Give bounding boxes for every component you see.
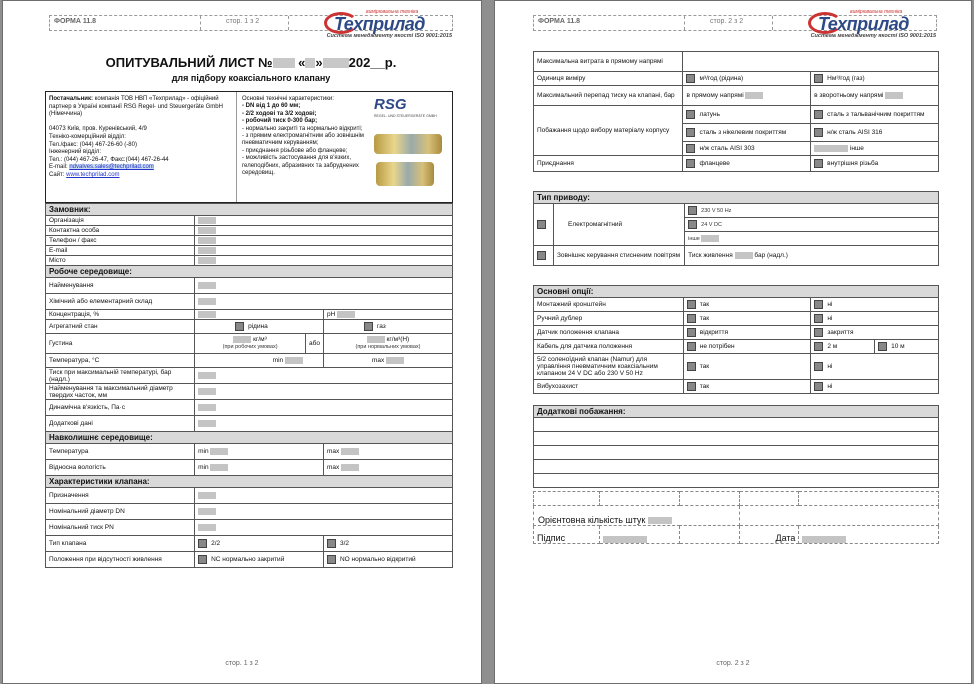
page-header: [533, 9, 937, 39]
density-norm[interactable]: [323, 334, 452, 354]
email-input[interactable]: [195, 246, 453, 256]
state-gas[interactable]: [323, 320, 452, 334]
qty-label: [534, 506, 740, 526]
cable-none[interactable]: [683, 340, 811, 354]
day-field[interactable]: [305, 58, 315, 68]
max-label: max: [326, 448, 340, 456]
checkbox[interactable]: [814, 328, 823, 337]
option-label: ні: [827, 383, 833, 391]
header-divider: [684, 16, 685, 30]
valve-image: [374, 134, 442, 154]
namur-no[interactable]: [811, 354, 939, 380]
title-quote: «: [298, 55, 306, 70]
conn-thread[interactable]: [811, 156, 939, 172]
section-options: Основні опції:: [534, 286, 939, 298]
month-field[interactable]: [323, 58, 349, 68]
form-number: ФОРМА 11.8: [54, 18, 97, 25]
wishes-line[interactable]: [534, 432, 939, 446]
mat-nickel[interactable]: [683, 124, 811, 142]
header-divider: [288, 16, 289, 30]
signature-table: [533, 491, 939, 544]
page-subtitle: для підбору коаксіального клапану: [171, 73, 331, 83]
option-label: NO нормально відкритий: [339, 556, 416, 564]
option-label: 2 м: [827, 343, 838, 351]
contact-input[interactable]: [195, 226, 453, 236]
qty-text: Орієнтовна кількість штук: [538, 515, 646, 525]
eng-dept: Інженерний відділ:: [49, 149, 102, 156]
option-label: не потрібен: [699, 343, 735, 351]
spec-line: - робочий тиск 0-300 бар;: [242, 118, 318, 125]
title-text: ОПИТУВАЛЬНИЙ ЛИСТ №: [105, 55, 273, 70]
ph-label: pH: [326, 311, 336, 319]
checkbox[interactable]: [814, 342, 823, 351]
pmax-input[interactable]: [195, 368, 453, 384]
org-input[interactable]: [195, 216, 453, 226]
extra-input[interactable]: [195, 416, 453, 432]
option-label: фланцеве: [699, 160, 730, 168]
logo-text: Техприлад: [818, 14, 909, 34]
checkbox[interactable]: [878, 342, 887, 351]
specs-heading: Основні технічні характеристики:: [242, 96, 334, 102]
spec-line: - 2/2 ходові та 3/2 ходові;: [242, 110, 317, 117]
qty-input[interactable]: [648, 517, 672, 524]
drive-table: [533, 191, 939, 266]
row-label: Одиниця виміру: [534, 72, 683, 86]
min-label: min: [198, 464, 209, 472]
checkbox[interactable]: [688, 206, 697, 215]
conc-input[interactable]: [195, 310, 324, 320]
row-label: Зовнішнє керування стисненим повітрям: [554, 246, 685, 266]
pn-input[interactable]: [195, 520, 453, 536]
row-label: Температура: [46, 444, 195, 460]
eng-phone: Тел.: (044) 467-26-47, Факс:(044) 467-26-44: [49, 156, 169, 163]
section-customer: Замовник:: [46, 204, 453, 216]
density-work[interactable]: [195, 334, 306, 354]
cable-10m[interactable]: [875, 340, 939, 354]
checkbox[interactable]: [814, 74, 823, 83]
checkbox[interactable]: [814, 362, 823, 371]
customer-table: [45, 203, 453, 568]
dp-reverse[interactable]: [811, 86, 939, 106]
ex-no[interactable]: [811, 380, 939, 394]
option-label: інше: [688, 235, 700, 242]
wishes-line[interactable]: [534, 474, 939, 488]
row-label: Густина: [46, 334, 195, 354]
logo-tagline: вимірювальна техніка: [850, 9, 903, 15]
env-temp-min[interactable]: [195, 444, 324, 460]
logo-tagline: вимірювальна техніка: [366, 9, 419, 15]
bracket-yes[interactable]: [683, 298, 811, 312]
date-input[interactable]: [799, 526, 939, 544]
number-field[interactable]: [273, 58, 295, 68]
v24-option[interactable]: [685, 218, 939, 232]
wishes-line[interactable]: [534, 460, 939, 474]
option-label: внутрішня різьба: [827, 160, 879, 168]
checkbox[interactable]: [686, 74, 695, 83]
sales-phone: Тел./факс: (044) 467-26-60 (-80): [49, 141, 137, 148]
mat-brass[interactable]: [683, 106, 811, 124]
spec-line: - можливість застосування для в'язких, гелеподібних, абразивних та забруднених середовищ.: [242, 155, 359, 177]
section-medium: Робоче середовище:: [46, 266, 453, 278]
checkbox[interactable]: [686, 159, 695, 168]
row-label: Електромагнітний: [554, 204, 685, 246]
option-label: 24 V DC: [701, 221, 722, 228]
page-footer: стор. 2 з 2: [716, 660, 750, 667]
row-label: Контактна особа: [46, 226, 195, 236]
row-label: Хімічний або елементарний склад: [46, 294, 195, 310]
mat-other[interactable]: [811, 142, 939, 156]
option-label: сталь з нікелевим покриттям: [699, 129, 787, 137]
option-label: 3/2: [339, 540, 350, 548]
checkbox[interactable]: [687, 314, 696, 323]
email-label: E-mail:: [49, 164, 70, 171]
option-label: так: [699, 363, 710, 371]
city-input[interactable]: [195, 256, 453, 266]
sensor-open[interactable]: [683, 326, 811, 340]
quality-system: Система менеджменту якості ISO 9001:2015: [810, 33, 936, 39]
row-label: Ручний дублер: [534, 312, 684, 326]
checkbox[interactable]: [814, 382, 823, 391]
supplier-info-box: [45, 91, 453, 203]
page-counter: стор. 1 з 2: [226, 18, 260, 25]
option-label: ні: [827, 301, 833, 309]
checkbox[interactable]: [686, 128, 695, 137]
checkbox[interactable]: [814, 128, 823, 137]
section-drive: Тип приводу:: [534, 192, 939, 204]
temp-max[interactable]: [323, 354, 452, 368]
option-label: 230 V 50 Hz: [701, 207, 732, 214]
pos-no[interactable]: [323, 552, 452, 568]
checkbox[interactable]: [364, 322, 373, 331]
option-label: в прямому напрямі: [686, 92, 744, 100]
option-label: Нм³/год (газ): [827, 75, 865, 83]
page-counter: стор. 2 з 2: [710, 18, 744, 25]
row-label: Телефон / факс: [46, 236, 195, 246]
supply-pressure[interactable]: [685, 246, 939, 266]
row-label: Температура, °C: [46, 354, 195, 368]
checkbox[interactable]: [814, 159, 823, 168]
conn-flange[interactable]: [683, 156, 811, 172]
condition-label: (при робочих умовах): [222, 344, 278, 351]
medium-name-input[interactable]: [195, 278, 453, 294]
unit-label: кг/м³(Н): [386, 336, 410, 344]
row-label: Максимальний перепад тиску на клапані, бар: [534, 86, 683, 106]
row-label: 5/2 соленоїдний клапан (Namur) для управління пневматичним коаксіальним клапаном 24 V DC або 230 V 50 Hz: [534, 354, 684, 380]
rsg-logo-sub: REGEL- UND STEUERGERÄTE GMBH: [374, 114, 437, 118]
option-label: н/ж сталь AISI 316: [827, 129, 883, 137]
spec-line: - DN від 1 до 60 мм;: [242, 103, 301, 110]
option-label: м³/год (рідина): [699, 75, 744, 83]
row-label: Кабель для датчика положення: [534, 340, 684, 354]
row-label: Концентрація, %: [46, 310, 195, 320]
checkbox[interactable]: [688, 220, 697, 229]
row-label: Призначення: [46, 488, 195, 504]
row-label: Вибухозахист: [534, 380, 684, 394]
checkbox[interactable]: [687, 382, 696, 391]
sign-label: Підпис: [534, 526, 600, 544]
row-label: Приєднання: [534, 156, 683, 172]
state-liquid[interactable]: [195, 320, 324, 334]
manual-no[interactable]: [811, 312, 939, 326]
cable-2m[interactable]: [811, 340, 875, 354]
checkbox[interactable]: [537, 251, 546, 260]
vother-option[interactable]: [685, 232, 939, 246]
humid-max[interactable]: [323, 460, 452, 476]
row-label: Динамічна в'язкість, Па·с: [46, 400, 195, 416]
specs-block: [242, 96, 370, 177]
row-label: Побажання щодо вибору матеріалу корпусу: [534, 106, 683, 156]
checkbox[interactable]: [537, 220, 546, 229]
option-label: рідина: [248, 323, 268, 331]
section-valve: Характеристики клапана:: [46, 476, 453, 488]
row-label: Положення при відсутності живлення: [46, 552, 195, 568]
unit-label: кг/м³: [253, 336, 267, 344]
section-wishes: Додаткові побажання:: [534, 406, 939, 418]
mat-303[interactable]: [683, 142, 811, 156]
bracket-no[interactable]: [811, 298, 939, 312]
checkbox[interactable]: [687, 300, 696, 309]
pos-nc[interactable]: [195, 552, 324, 568]
rsg-logo-text: RSG: [374, 96, 407, 113]
option-label: так: [699, 383, 710, 391]
supplier-block: [49, 96, 235, 180]
header-divider: [772, 16, 773, 30]
env-temp-max[interactable]: [323, 444, 452, 460]
row-label: Максимальна витрата в прямому напрямі: [534, 52, 683, 72]
row-label: Місто: [46, 256, 195, 266]
ph-input[interactable]: [323, 310, 452, 320]
dp-forward[interactable]: [683, 86, 811, 106]
checkbox[interactable]: [327, 555, 336, 564]
row-label: E-mail: [46, 246, 195, 256]
max-label: max: [371, 357, 385, 365]
checkbox[interactable]: [235, 322, 244, 331]
wishes-table: [533, 405, 939, 488]
option-label: газ: [376, 323, 386, 331]
checkbox[interactable]: [686, 110, 695, 119]
row-label: Найменування та максимальний діаметр твердих часток, мм: [46, 384, 195, 400]
date-label: Дата: [739, 526, 799, 544]
phone-input[interactable]: [195, 236, 453, 246]
option-label: 10 м: [891, 343, 905, 351]
option-label: так: [699, 301, 710, 309]
particles-input[interactable]: [195, 384, 453, 400]
option-label: бар (надл.): [754, 252, 788, 260]
supplier-address: 04073 Київ, пров. Куренівський, 4/9: [49, 126, 147, 133]
row-label: Датчик положення клапана: [534, 326, 684, 340]
rsg-logo: [374, 96, 437, 118]
checkbox[interactable]: [814, 110, 823, 119]
wishes-line[interactable]: [534, 418, 939, 432]
option-label: відкриття: [699, 329, 728, 337]
row-label: Номінальний тиск PN: [46, 520, 195, 536]
viscosity-input[interactable]: [195, 400, 453, 416]
checkbox[interactable]: [687, 328, 696, 337]
email-link[interactable]: ndvalves.sales@techprilad.com: [69, 164, 154, 171]
title-year: 202__р.: [348, 55, 397, 70]
unit-liquid[interactable]: [683, 72, 811, 86]
type-32[interactable]: [323, 536, 452, 552]
checkbox[interactable]: [327, 539, 336, 548]
title-quote: »: [315, 55, 323, 70]
namur-yes[interactable]: [683, 354, 811, 380]
options2-table: [533, 285, 939, 394]
checkbox[interactable]: [814, 314, 823, 323]
checkbox[interactable]: [198, 555, 207, 564]
spec-line: - нормально закриті та нормально відкриті;: [242, 125, 363, 132]
purpose-input[interactable]: [195, 488, 453, 504]
info-divider: [236, 92, 237, 202]
condition-label: (при нормальних умовах): [355, 344, 421, 351]
option-label: ні: [827, 315, 833, 323]
ex-yes[interactable]: [683, 380, 811, 394]
wishes-line[interactable]: [534, 446, 939, 460]
option-label: інше: [849, 145, 864, 153]
min-label: min: [272, 357, 284, 365]
page-2: [494, 0, 972, 684]
supplier-text: компанія ТОВ НВП «Техприлад» - офіційний партнер в Україні компанії RSG Regel- und Steuergeräte GmbH (Німеччина): [49, 96, 223, 118]
flow-input[interactable]: [683, 52, 939, 72]
sales-dept: Техніко-комерційний відділ:: [49, 133, 126, 140]
option-label: н/ж сталь AISI 303: [699, 145, 755, 153]
sign-input[interactable]: [599, 526, 679, 544]
row-label: Організація: [46, 216, 195, 226]
options-table: [533, 51, 939, 172]
min-label: min: [198, 448, 209, 456]
quality-system: Система менеджменту якості ISO 9001:2015: [326, 33, 452, 39]
valve-image: [376, 162, 434, 186]
temp-min[interactable]: [195, 354, 324, 368]
section-environment: Навколишнє середовище:: [46, 432, 453, 444]
row-label: Номінальний діаметр DN: [46, 504, 195, 520]
header-divider: [200, 16, 201, 30]
row-label: Тип клапана: [46, 536, 195, 552]
site-label: Сайт:: [49, 171, 67, 178]
option-label: так: [699, 315, 710, 323]
manual-yes[interactable]: [683, 312, 811, 326]
checkbox[interactable]: [686, 144, 695, 153]
option-label: ні: [827, 363, 833, 371]
option-label: в зворотньому напрямі: [814, 92, 884, 100]
checkbox[interactable]: [687, 362, 696, 371]
max-label: max: [326, 464, 340, 472]
form-number: ФОРМА 11.8: [538, 18, 581, 25]
dn-input[interactable]: [195, 504, 453, 520]
spec-line: - з прямим електромагнітним або зовнішнім пневматичним керуванням;: [242, 133, 364, 147]
mat-galv[interactable]: [811, 106, 939, 124]
row-label: Монтажний кронштейн: [534, 298, 684, 312]
chem-input[interactable]: [195, 294, 453, 310]
row-label: Тиск при максимальній температурі, бар (надл.): [46, 368, 195, 384]
site-link[interactable]: www.techprilad.com: [66, 171, 120, 178]
supplier-label: Постачальник:: [49, 96, 93, 102]
option-label: сталь з тальванічним покриттям: [827, 111, 925, 119]
row-label: Відносна вологість: [46, 460, 195, 476]
v230-option[interactable]: [685, 204, 939, 218]
page-header: [49, 9, 453, 39]
page-1: [2, 0, 482, 684]
page-footer: стор. 1 з 2: [225, 660, 259, 667]
option-label: закриття: [827, 329, 854, 337]
unit-gas[interactable]: [811, 72, 939, 86]
option-label: NC нормально закритий: [211, 556, 285, 564]
pneu-checkbox[interactable]: [534, 246, 554, 266]
em-checkbox[interactable]: [534, 204, 554, 246]
row-label: Додаткові дані: [46, 416, 195, 432]
sensor-close[interactable]: [811, 326, 939, 340]
checkbox[interactable]: [198, 539, 207, 548]
row-label: Найменування: [46, 278, 195, 294]
spec-line: - приєднання різьбове або фланцеве;: [242, 147, 348, 154]
checkbox[interactable]: [687, 342, 696, 351]
option-label: латунь: [699, 111, 720, 119]
type-22[interactable]: [195, 536, 324, 552]
or-label: або: [306, 334, 324, 354]
checkbox[interactable]: [814, 300, 823, 309]
option-label: 2/2: [211, 540, 221, 548]
humid-min[interactable]: [195, 460, 324, 476]
logo-text: Техприлад: [334, 14, 425, 34]
page-title: [49, 55, 453, 70]
row-label: Агрегатний стан: [46, 320, 195, 334]
mat-316[interactable]: [811, 124, 939, 142]
option-label: Тиск живлення: [688, 252, 733, 260]
